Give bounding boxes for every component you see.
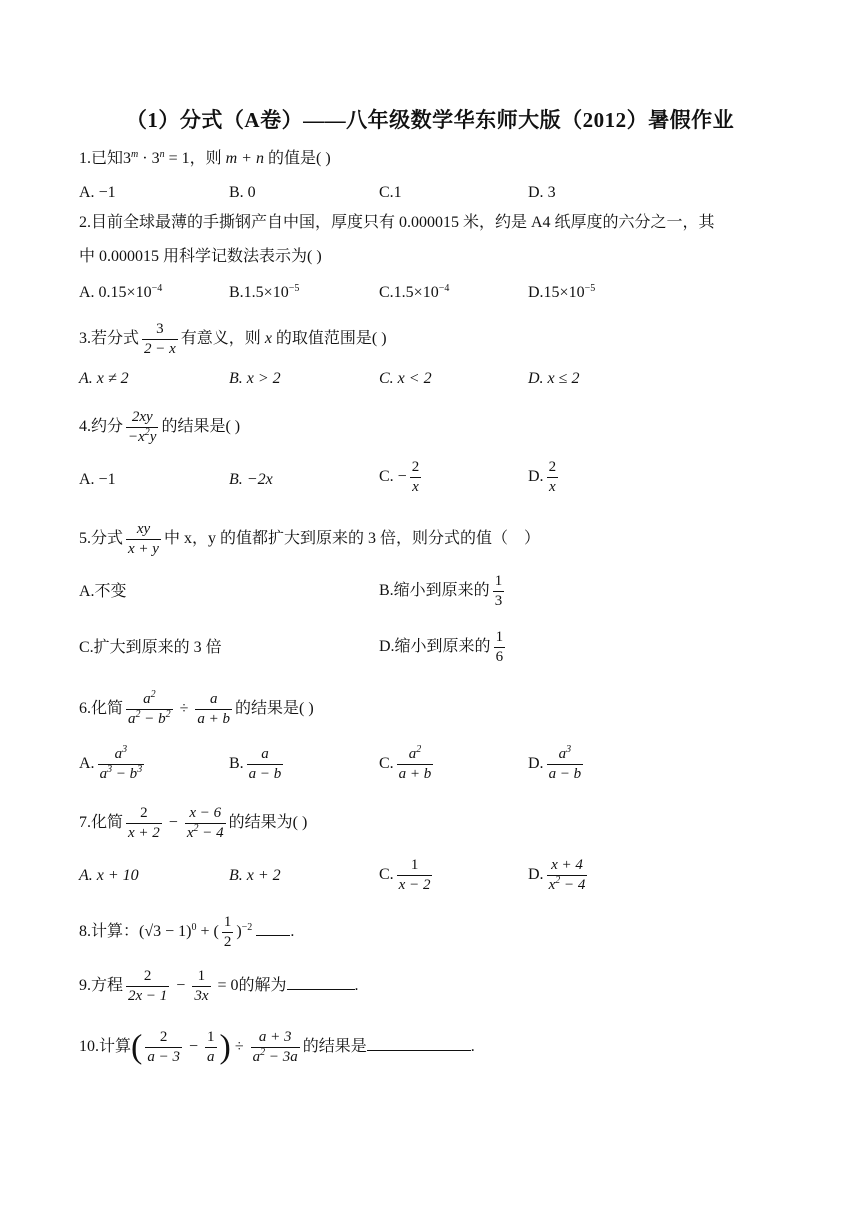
q5-fraction: $\frac{xy}{x + y}$: [128, 521, 159, 557]
q4-fraction: $\frac{2xy}{-x^2y}$: [128, 409, 157, 445]
q3-option-b[interactable]: B. x > 2: [229, 370, 281, 387]
q2-option-c[interactable]: $C.1.5\times 10^{-4}$: [379, 283, 450, 301]
question-7: 7.化简 $\frac{2}{x + 2}$ − $\frac{x - 6}{x^2 - 4}$ 的结果为( ): [79, 805, 308, 841]
q1-option-d[interactable]: D. 3: [528, 184, 556, 201]
q5-option-b[interactable]: B.缩小到原来的 $\frac{1}{3}$: [379, 573, 503, 609]
answer-blank[interactable]: [367, 1050, 471, 1051]
question-3: 3.若分式 $\frac{3}{2 - x}$ 有意义，则 x 的取值范围是( ): [79, 321, 387, 357]
question-10: 10.计算( $\frac{2}{a - 3}$ − $\frac{1}{a}$ ) ÷ $\frac{a + 3}{a^2 - 3a}$ 的结果是 .: [79, 1028, 475, 1066]
q4-option-a[interactable]: A. −1: [79, 471, 116, 488]
answer-blank[interactable]: [287, 989, 355, 990]
q3-fraction: $\frac{3}{2 - x}$: [144, 321, 176, 357]
question-4: 4.约分 $\frac{2xy}{-x^2y}$ 的结果是( ): [79, 409, 241, 445]
page-title: （1）分式（A卷）——八年级数学华东师大版（2012）暑假作业: [125, 108, 735, 132]
q3-option-d[interactable]: D. x ≤ 2: [528, 370, 580, 387]
question-5: 5.分式 $\frac{xy}{x + y}$ 中 x，y 的值都扩大到原来的 3 倍，则分式的值（ ）: [79, 521, 540, 557]
question-9: 9.方程 $\frac{2}{2x - 1}$ − $\frac{1}{3x}$ = 0的解为 .: [79, 968, 359, 1004]
question-2-line-1: 2.目前全球最薄的手撕钢产自中国，厚度只有 0.000015 米，约是 A4 纸厚度的六分之一，其: [79, 214, 715, 231]
q6-option-c[interactable]: C. $\frac{a^2}{a + b}$: [379, 744, 432, 782]
question-6: 6.化简 $\frac{a^2}{a^2 - b^2}$ ÷ $\frac{a}{a + b}$ 的结果是( ): [79, 689, 314, 727]
q1-option-b[interactable]: B. 0: [229, 184, 256, 201]
q6-option-b[interactable]: B. $\frac{a}{a - b}$: [229, 746, 282, 782]
q3-option-a[interactable]: A. x ≠ 2: [79, 370, 129, 387]
question-1: 1.已知$3^m \cdot 3^n = 1$，则 m + n 的值是( ): [79, 149, 331, 167]
q7-option-b[interactable]: B. x + 2: [229, 867, 281, 884]
q5-option-d[interactable]: D.缩小到原来的 $\frac{1}{6}$: [379, 629, 504, 665]
q2-option-d[interactable]: $D.15\times 10^{-5}$: [528, 283, 596, 301]
q5-option-c[interactable]: C.扩大到原来的 3 倍: [79, 639, 222, 656]
q2-option-a[interactable]: A. $0.15\times 10^{-4}$: [79, 283, 163, 301]
q6-option-d[interactable]: D. $\frac{a^3}{a - b}$: [528, 744, 582, 782]
q4-option-c[interactable]: C. − $\frac{2}{x}$: [379, 459, 420, 495]
q7-option-c[interactable]: C. $\frac{1}{x - 2}$: [379, 857, 431, 893]
q6-option-a[interactable]: A. $\frac{a^3}{a^3 - b^3}$: [79, 744, 143, 782]
q1-option-a[interactable]: A. −1: [79, 184, 116, 201]
answer-blank[interactable]: [256, 935, 290, 936]
q2-option-b[interactable]: $B.1.5\times 10^{-5}$: [229, 283, 300, 301]
q7-option-a[interactable]: A. x + 10: [79, 867, 139, 884]
question-2-line-2: 中 0.000015 用科学记数法表示为( ): [79, 248, 322, 265]
q1-option-c[interactable]: C.1: [379, 184, 402, 201]
question-8: 8.计算：$(√3 - 1)^0$ + ( $\frac{1}{2}$ )$^{-2}$ .: [79, 914, 295, 950]
q3-option-c[interactable]: C. x < 2: [379, 370, 432, 387]
q5-option-a[interactable]: A.不变: [79, 583, 127, 600]
q4-option-d[interactable]: D. $\frac{2}{x}$: [528, 459, 557, 495]
q4-option-b[interactable]: B. −2x: [229, 471, 273, 488]
q7-option-d[interactable]: D. $\frac{x + 4}{x^2 - 4}$: [528, 857, 586, 893]
